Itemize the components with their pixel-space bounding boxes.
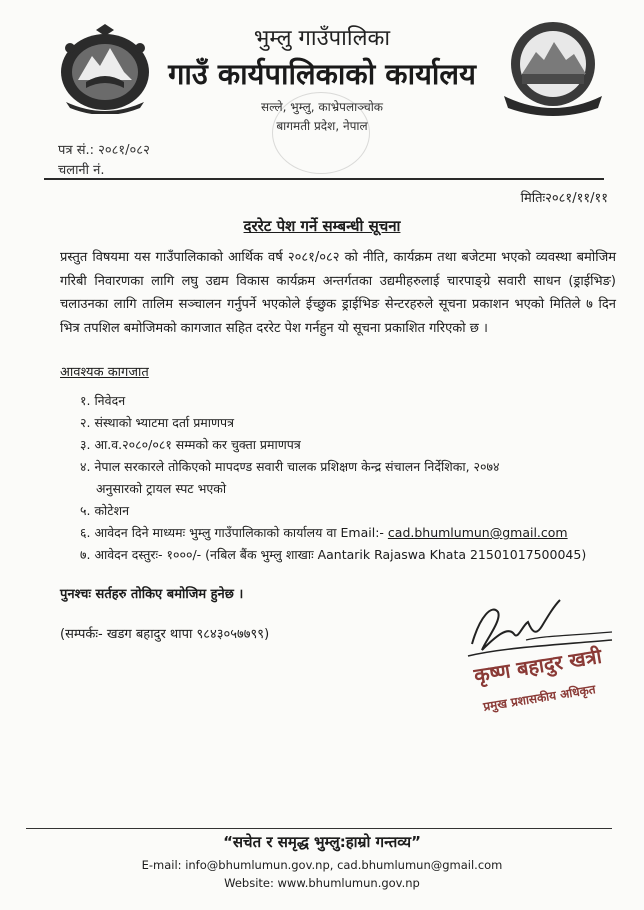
list-item-continuation: अनुसारको ट्रायल स्पट भएको (96, 481, 227, 496)
notice-body: प्रस्तुत विषयमा यस गाउँपालिकाको आर्थिक वर्ष २०८१/०८२ को नीति, कार्यक्रम तथा बजेटमा भएको व्यवस्था बमोजिम गरिबी निवारणका लागि लघु उद्यम विकास कार्यक्रम अन्तर्गतका उद्यमीहरुलाई चारपाङ्ग्रे सवारी साधन (ड्राईभिङ) चलाउनका लागि तालिम सञ्चालन गर्नुपर्ने भएकोले ईच्छुक ड्राईभिङ सेन्टरहरुले सूचना प्रकाशन भएको मितिले ७ दिन भित्र तपशिल बमोजिमको कागजात सहित दररेट पेश गर्नहुन यो सूचना प्रकाशित गरिएको छ । (60, 250, 616, 336)
address-line-2: बागमती प्रदेश, नेपाल (276, 119, 368, 133)
dispatch-number: चलानी नं. (58, 163, 105, 178)
list-item-text: २. संस्थाको भ्याटमा दर्ता प्रमाणपत्र (80, 415, 235, 430)
list-item (80, 500, 604, 522)
list-item-text: ५. कोटेशन (80, 503, 130, 518)
signatory-name: कृष्ण बहादुर खत्री (472, 643, 604, 688)
list-item-text: ६. आवेदन दिने माध्यमः भुम्लु गाउँपालिकाको कार्यालय वा Email:- (80, 525, 384, 540)
email-link[interactable]: cad.bhumlumun@gmail.com (387, 525, 568, 540)
footer-website: Website: www.bhumlumun.gov.np (224, 876, 420, 890)
postscript: पुनश्चः सर्तहरु तोकिए बमोजिम हुनेछ । (60, 587, 244, 602)
requirements-heading: आवश्यक कागजात (60, 365, 149, 380)
list-item (80, 412, 604, 434)
footer-email: E-mail: info@bhumlumun.gov.np, cad.bhumlumun@gmail.com (141, 858, 503, 872)
list-item-text: ४. नेपाल सरकारले तोकिएको मापदण्ड सवारी चालक प्रशिक्षण केन्द्र संचालन निर्देशिका, २०७४ (80, 459, 500, 474)
signatory-title: प्रमुख प्रशासकीय अधिकृत (482, 682, 597, 714)
footer-motto: “सचेत र समृद्ध भुम्लु:हाम्रो गन्तव्य” (223, 833, 421, 851)
list-item (80, 390, 604, 412)
header-divider (44, 178, 604, 180)
list-item-text: ७. आवेदन दस्तुरः- १०००/- (नबिल बैंक भुम्लु शाखाः Aantarik Rajaswa Khata 21501017500045) (80, 547, 587, 562)
subject-text: दररेट पेश गर्ने सम्बन्धी सूचना (243, 217, 401, 235)
footer-divider (26, 828, 612, 829)
requirements-list (80, 390, 604, 566)
list-item-text: १. निवेदन (80, 393, 126, 408)
contact-info: (सम्पर्कः- खडग बहादुर थापा ९८४३०५७७९९) (60, 627, 270, 642)
reference-number: पत्र सं.: २०८१/०८२ (58, 143, 150, 158)
municipality-name: भुम्लु गाउँपालिका (253, 26, 391, 51)
address-line-1: सल्ले, भुम्लु, काभ्रेपलाञ्चोक (260, 100, 384, 114)
list-item (80, 434, 604, 456)
list-item (80, 522, 604, 544)
office-title: गाउँ कार्यपालिकाको कार्यालय (168, 57, 476, 91)
letter-date: मितिः२०८१/११/११ (520, 191, 608, 206)
list-item (80, 544, 604, 566)
list-item (80, 456, 604, 500)
list-item-text: ३. आ.व.२०८०/०८१ सम्मको कर चुक्ता प्रमाणपत्र (80, 437, 301, 452)
subject-heading (0, 216, 644, 236)
